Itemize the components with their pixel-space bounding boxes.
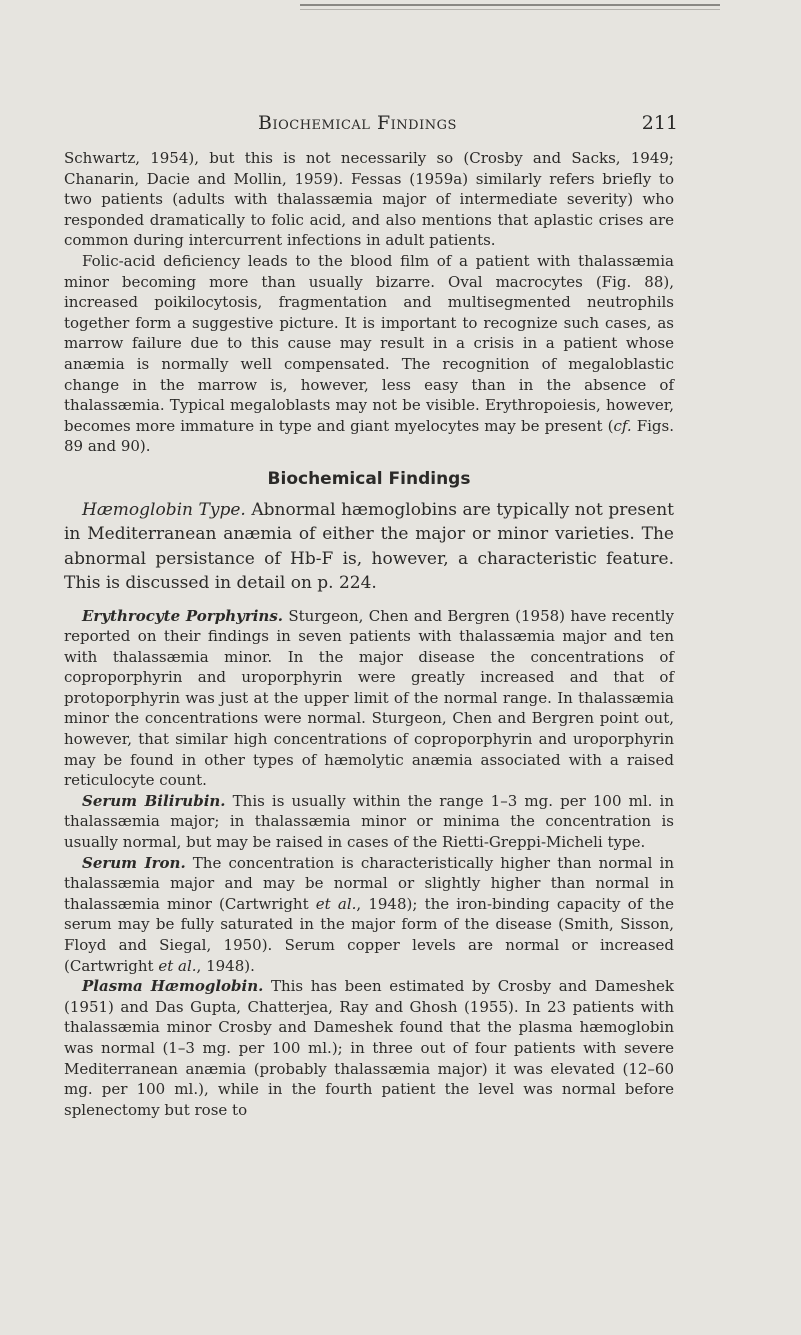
scan-edge-rule bbox=[300, 4, 720, 6]
paragraph-text: Abnormal hæmoglobins are typically not present in Mediterranean anæmia of either the major or minor varieties. The abnormal persistance of Hb-F is, however, a characteristic feature. This is discussed in detail on p. 224. bbox=[64, 499, 674, 593]
paragraph-bilirubin bbox=[64, 791, 674, 853]
run-in-heading: Serum Bilirubin. bbox=[82, 791, 226, 810]
paragraph-porphyrins bbox=[64, 606, 674, 791]
paragraph-continuation: Schwartz, 1954), but this is not necessarily so (Crosby and Sacks, 1949; Chanarin, Dacie and Mollin, 1959). Fessas (1959a) similarly refers briefly to two patients (adults with thalassæmia major of intermediate severity) who responded dramatically to folic acid, and also mentions that aplastic crises are common during intercurrent infections in adult patients. bbox=[64, 149, 674, 250]
paragraph-text: This is usually within the range 1–3 mg. per 100 ml. in thalassæmia major; in thalassæmia minor or minima the concentration is usually normal, but may be raised in cases of the Rietti-Greppi-Micheli type. bbox=[64, 791, 674, 852]
page-header bbox=[258, 112, 678, 142]
section-heading: Biochemical Findings bbox=[267, 468, 471, 489]
run-in-heading: Hæmoglobin Type. bbox=[82, 499, 246, 520]
paragraph-haemoglobin-type bbox=[64, 498, 674, 596]
cf-abbrev: cf. bbox=[613, 416, 632, 435]
paragraph-text: This has been estimated by Crosby and Dameshek (1951) and Das Gupta, Chatterjea, Ray and Ghosh (1955). In 23 patients with thalassæmia minor Crosby and Dameshek found that the plasma hæmoglobin was normal (1–3 mg. per 100 ml.); in three out of four patients with severe Mediterranean anæmia (probably thalassæmia major) it was elevated (12–60 mg. per 100 ml.), while in the fourth patient the level was normal before splenectomy but rose to bbox=[64, 977, 675, 1119]
paragraph-text: , 1948). bbox=[196, 956, 255, 975]
et-al: et al. bbox=[158, 956, 197, 975]
paragraph-serum-iron bbox=[64, 853, 674, 977]
paragraph-text: , 1948); the iron-binding capacity of the serum may be fully saturated in the major form of the disease (Smith, Sisson, Floyd and Siegal, 1950). Serum copper levels are normal or increased (Cartwright bbox=[64, 894, 674, 975]
et-al: et al. bbox=[315, 894, 357, 913]
paragraph-text: Folic-acid deficiency leads to the blood film of a patient with thalassæmia minor becoming more than usually bizarre. Oval macrocytes (Fig. 88), increased poikilocytosis, fragmentation and multisegmented neutrophils together form a suggestive picture. It is important to recognize such cases, as marrow failure due to this cause may result in a crisis in a patient whose anæmia is normally well compensated. The recognition of megaloblastic change in the marrow is, however, less easy than in the absence of thalassæmia. Typical megaloblasts may not be visible. Erythropoiesis, however, becomes more immature in type and giant myelocytes may be present ( bbox=[64, 251, 674, 435]
page-body bbox=[64, 148, 674, 1120]
run-in-heading: Plasma Hæmoglobin. bbox=[82, 977, 264, 996]
paragraph-folic-acid bbox=[64, 251, 674, 457]
run-in-heading: Erythrocyte Porphyrins. bbox=[82, 606, 283, 625]
paragraph-text-end: Figs. 89 and 90). bbox=[64, 416, 674, 456]
page-number: 211 bbox=[641, 112, 678, 134]
paragraph-plasma-haemoglobin bbox=[64, 976, 674, 1120]
running-head: Biochemical Findings bbox=[258, 112, 457, 134]
paragraph-text: Sturgeon, Chen and Bergren (1958) have recently reported on their findings in seven patients with thalassæmia major and ten with thalassæmia minor. In the major disease the concentrations of coproporphyrin and uroporphyrin were greatly increased and that of protoporphyrin was just at the upper limit of the normal range. In thalassæmia minor the concentrations were normal. Sturgeon, Chen and Bergren point out, however, that similar high concentrations of coproporphyrin and uroporphyrin may be found in other types of hæmolytic anæmia associated with a raised reticulocyte count. bbox=[64, 606, 674, 790]
paragraph-text: The concentration is characteristically higher than normal in thalassæmia major and may be normal or slightly higher than normal in thalassæmia minor (Cartwright bbox=[64, 853, 674, 913]
scan-edge-rule-faint bbox=[300, 9, 720, 10]
run-in-heading: Serum Iron. bbox=[82, 853, 186, 872]
